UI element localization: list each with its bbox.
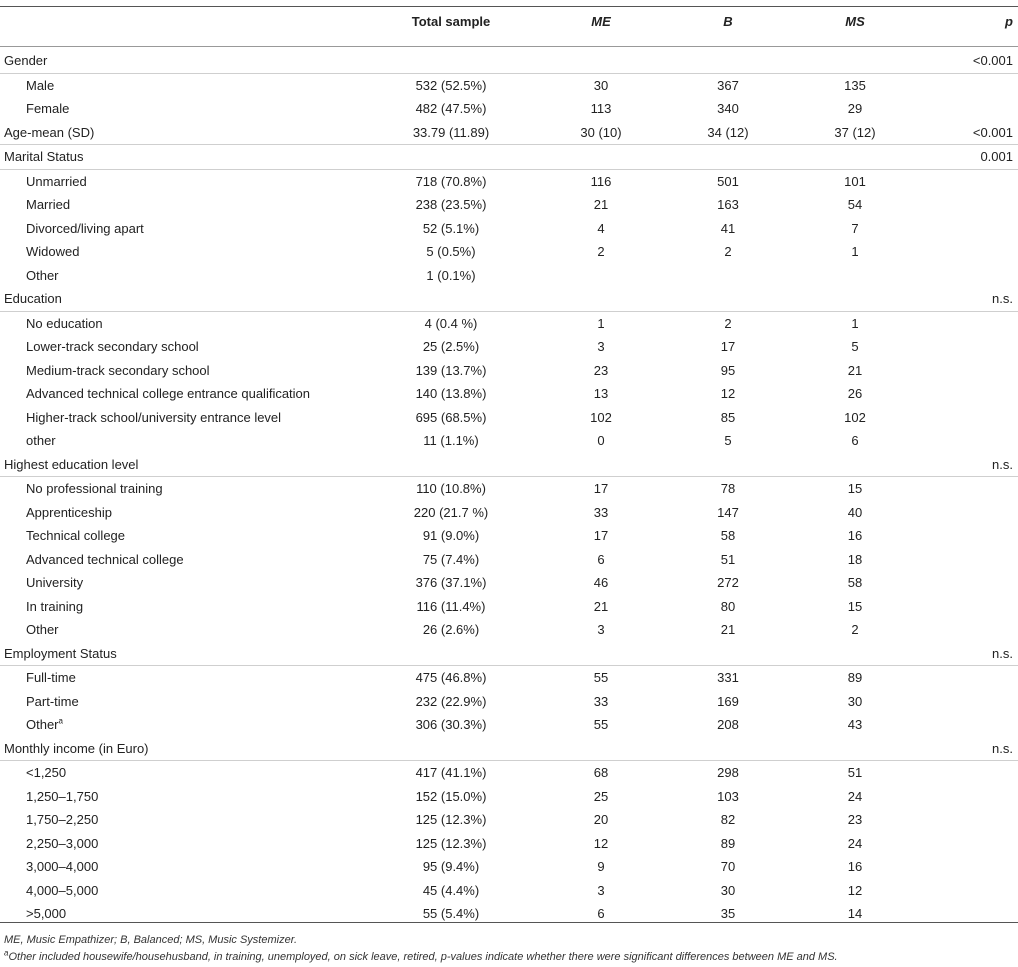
row-label-text: Higher-track school/university entrance level bbox=[26, 409, 282, 425]
cell-ms: 89 bbox=[847, 670, 863, 685]
row-label-text: Highest education level bbox=[4, 456, 139, 472]
table-row bbox=[0, 713, 1018, 737]
header-total: Total sample bbox=[411, 14, 491, 29]
row-label bbox=[26, 217, 144, 241]
row-label-text: University bbox=[26, 575, 84, 590]
cell-total: 95 (9.4%) bbox=[422, 859, 480, 874]
cell-ms: 37 (12) bbox=[834, 124, 876, 140]
header-b: B bbox=[723, 14, 733, 29]
cell-p: n.s. bbox=[992, 740, 1013, 756]
header-rule bbox=[0, 46, 1018, 47]
row-label bbox=[4, 145, 83, 169]
table-row bbox=[0, 690, 1018, 714]
cell-ms: 24 bbox=[847, 788, 863, 804]
row-label-text: Lower-track secondary school bbox=[26, 339, 199, 354]
cell-me: 6 bbox=[597, 551, 605, 567]
cell-ms: 6 bbox=[851, 433, 859, 448]
table-row bbox=[0, 193, 1018, 217]
cell-total: 4 (0.4 %) bbox=[424, 315, 478, 331]
row-label bbox=[26, 382, 310, 406]
table-row bbox=[0, 359, 1018, 383]
row-label bbox=[26, 690, 79, 714]
table-row bbox=[0, 97, 1018, 121]
cell-me: 0 bbox=[597, 433, 605, 448]
cell-p: 0.001 bbox=[980, 149, 1013, 164]
cell-total: 110 (10.8%) bbox=[416, 481, 486, 496]
cell-ms: 5 bbox=[851, 339, 859, 354]
table-row bbox=[0, 217, 1018, 241]
cell-me: 33 bbox=[593, 693, 609, 709]
cell-b: 95 bbox=[720, 362, 736, 378]
cell-total: 139 (13.7%) bbox=[415, 362, 487, 378]
cell-ms: 24 bbox=[847, 835, 863, 851]
row-label-text: <1,250 bbox=[26, 765, 67, 780]
row-label bbox=[26, 312, 103, 336]
top-rule bbox=[0, 6, 1018, 7]
cell-total: 718 (70.8%) bbox=[415, 173, 487, 189]
cell-me: 46 bbox=[593, 575, 609, 590]
cell-b: 5 bbox=[724, 433, 732, 448]
cell-total: 5 (0.5%) bbox=[426, 244, 476, 259]
table-row bbox=[0, 595, 1018, 619]
cell-ms: 30 bbox=[847, 693, 863, 709]
row-label bbox=[26, 855, 98, 879]
cell-b: 70 bbox=[720, 859, 736, 874]
row-label bbox=[26, 808, 98, 832]
table-row bbox=[0, 571, 1018, 595]
row-label-text: Marital Status bbox=[4, 149, 84, 164]
cell-total: 475 (46.8%) bbox=[415, 670, 487, 685]
cell-b: 331 bbox=[717, 670, 739, 685]
cell-total: 55 (5.4%) bbox=[422, 906, 480, 921]
row-label-text: Other bbox=[26, 717, 59, 732]
row-label-text: Advanced technical college bbox=[26, 551, 184, 567]
cell-b: 367 bbox=[717, 77, 739, 93]
cell-me: 3 bbox=[597, 339, 605, 354]
row-label-text: Male bbox=[26, 77, 55, 93]
table-row bbox=[0, 312, 1018, 336]
table-row bbox=[0, 618, 1018, 642]
cell-b: 30 bbox=[720, 882, 736, 898]
table-row bbox=[0, 264, 1018, 288]
table-row bbox=[0, 335, 1018, 359]
table-row bbox=[0, 879, 1018, 903]
row-label-text: Monthly income (in Euro) bbox=[4, 740, 149, 756]
row-label bbox=[4, 642, 117, 666]
cell-b: 17 bbox=[720, 339, 736, 354]
cell-me: 12 bbox=[593, 835, 609, 851]
row-label-text: Part-time bbox=[26, 693, 79, 709]
cell-p: n.s. bbox=[992, 291, 1013, 306]
cell-b: 78 bbox=[720, 481, 736, 496]
row-label-text: Medium-track secondary school bbox=[26, 362, 210, 378]
cell-ms: 135 bbox=[844, 77, 866, 93]
row-label bbox=[26, 785, 98, 809]
cell-ms: 40 bbox=[847, 504, 863, 520]
row-label-text: other bbox=[26, 433, 56, 448]
cell-p: n.s. bbox=[992, 645, 1013, 661]
footnote-ref: a bbox=[58, 716, 63, 726]
footnote-marker: a bbox=[4, 948, 9, 958]
row-label bbox=[4, 49, 47, 73]
cell-total: 45 (4.4%) bbox=[422, 882, 480, 898]
row-label bbox=[26, 193, 70, 217]
row-label bbox=[26, 264, 59, 288]
cell-total: 152 (15.0%) bbox=[415, 788, 487, 804]
row-label-text: In training bbox=[26, 598, 84, 614]
cell-p: <0.001 bbox=[972, 53, 1013, 68]
cell-total: 52 (5.1%) bbox=[422, 220, 480, 236]
cell-ms: 21 bbox=[847, 362, 863, 378]
cell-b: 2 bbox=[724, 244, 732, 259]
table-row bbox=[0, 170, 1018, 194]
table-row bbox=[0, 501, 1018, 525]
row-label-text: Other bbox=[26, 622, 59, 637]
cell-b: 89 bbox=[720, 835, 736, 851]
row-label bbox=[26, 713, 63, 737]
cell-me: 13 bbox=[593, 386, 609, 401]
cell-total: 26 (2.6%) bbox=[422, 622, 480, 637]
table-section-row bbox=[0, 453, 1018, 478]
table-row bbox=[0, 808, 1018, 832]
row-label-text: 4,000–5,000 bbox=[26, 882, 99, 898]
cell-ms: 1 bbox=[851, 244, 859, 259]
cell-ms: 14 bbox=[847, 906, 863, 921]
cell-ms: 26 bbox=[847, 386, 863, 401]
table-section-row bbox=[0, 49, 1018, 74]
row-label bbox=[26, 170, 87, 194]
row-label-text: Apprenticeship bbox=[26, 504, 112, 520]
cell-ms: 12 bbox=[847, 882, 863, 898]
table-row bbox=[0, 761, 1018, 785]
cell-b: 169 bbox=[717, 693, 739, 709]
table-row bbox=[0, 240, 1018, 264]
row-label bbox=[26, 501, 112, 525]
cell-total: 140 (13.8%) bbox=[415, 386, 487, 401]
row-label-text: Divorced/living apart bbox=[26, 220, 144, 236]
cell-total: 125 (12.3%) bbox=[415, 812, 487, 827]
table-section-row bbox=[0, 287, 1018, 312]
cell-ms: 101 bbox=[844, 173, 866, 189]
row-label bbox=[26, 879, 98, 903]
cell-total: 232 (22.9%) bbox=[415, 693, 487, 709]
cell-total: 33.79 (11.89) bbox=[412, 124, 490, 140]
cell-b: 163 bbox=[717, 197, 739, 212]
row-label-text: No professional training bbox=[26, 481, 163, 496]
row-label bbox=[26, 832, 98, 856]
cell-ms: 16 bbox=[847, 859, 863, 874]
cell-total: 695 (68.5%) bbox=[415, 409, 487, 425]
cell-b: 85 bbox=[720, 409, 736, 425]
row-label-text: Education bbox=[4, 291, 62, 306]
cell-ms: 1 bbox=[851, 315, 859, 331]
row-label-text: >5,000 bbox=[26, 906, 67, 921]
cell-ms: 58 bbox=[847, 575, 863, 590]
cell-me: 68 bbox=[593, 765, 609, 780]
cell-total: 11 (1.1%) bbox=[423, 433, 479, 448]
cell-b: 41 bbox=[720, 220, 736, 236]
cell-b: 35 bbox=[720, 906, 736, 921]
cell-me: 21 bbox=[593, 598, 609, 614]
header-ms: MS bbox=[845, 14, 865, 29]
cell-b: 103 bbox=[717, 788, 739, 804]
cell-total: 306 (30.3%) bbox=[415, 717, 487, 732]
cell-total: 116 (11.4%) bbox=[416, 598, 486, 614]
cell-b: 208 bbox=[717, 717, 739, 732]
row-label-text: Employment Status bbox=[4, 645, 117, 661]
table-section-row bbox=[0, 145, 1018, 170]
row-label-text: 1,750–2,250 bbox=[26, 812, 99, 827]
cell-total: 238 (23.5%) bbox=[415, 197, 487, 212]
cell-ms: 16 bbox=[847, 528, 863, 543]
cell-p: <0.001 bbox=[972, 124, 1013, 140]
row-label bbox=[26, 359, 210, 383]
cell-b: 51 bbox=[720, 551, 736, 567]
cell-b: 272 bbox=[717, 575, 739, 590]
table-row bbox=[0, 855, 1018, 879]
cell-ms: 7 bbox=[851, 220, 859, 236]
cell-b: 21 bbox=[720, 622, 736, 637]
cell-total: 91 (9.0%) bbox=[422, 528, 480, 543]
cell-total: 25 (2.5%) bbox=[422, 339, 480, 354]
cell-me: 116 bbox=[590, 173, 612, 189]
cell-me: 1 bbox=[597, 315, 605, 331]
header-p: p bbox=[1005, 14, 1013, 29]
cell-b: 298 bbox=[717, 765, 739, 780]
cell-total: 532 (52.5%) bbox=[415, 77, 487, 93]
table-row bbox=[0, 406, 1018, 430]
cell-me: 21 bbox=[593, 197, 609, 212]
row-label-text: Full-time bbox=[26, 670, 76, 685]
row-label bbox=[26, 524, 125, 548]
cell-b: 340 bbox=[717, 101, 739, 116]
table-row bbox=[0, 429, 1018, 453]
cell-b: 501 bbox=[717, 173, 739, 189]
row-label bbox=[26, 477, 163, 501]
cell-ms: 29 bbox=[847, 101, 863, 116]
cell-total: 1 (0.1%) bbox=[426, 267, 476, 283]
row-label bbox=[26, 666, 76, 690]
footnote-other bbox=[4, 948, 838, 963]
cell-ms: 54 bbox=[847, 197, 863, 212]
row-label bbox=[26, 97, 69, 121]
cell-me: 30 bbox=[593, 77, 609, 93]
table-section-row bbox=[0, 642, 1018, 667]
cell-ms: 15 bbox=[847, 598, 863, 614]
row-label bbox=[26, 429, 56, 453]
row-label bbox=[26, 240, 79, 264]
cell-ms: 102 bbox=[844, 409, 866, 425]
cell-me: 55 bbox=[593, 717, 609, 732]
cell-me: 9 bbox=[597, 859, 605, 874]
row-label bbox=[26, 761, 66, 785]
cell-me: 17 bbox=[593, 528, 609, 543]
footnote-other-text: Other included housewife/househusband, in training, unemployed, on sick leave, retired, p-values indicate whether there were significant differences between ME and MS. bbox=[8, 951, 838, 963]
table-row bbox=[0, 548, 1018, 572]
cell-total: 220 (21.7 %) bbox=[413, 504, 489, 520]
table-row bbox=[0, 477, 1018, 501]
row-label bbox=[26, 595, 83, 619]
cell-me: 102 bbox=[590, 409, 612, 425]
table-row bbox=[0, 785, 1018, 809]
row-label bbox=[26, 406, 281, 430]
cell-p: n.s. bbox=[992, 456, 1013, 472]
row-label-text: No education bbox=[26, 315, 103, 331]
row-label-text: 1,250–1,750 bbox=[26, 788, 99, 804]
table-row bbox=[0, 666, 1018, 690]
table-body bbox=[0, 49, 1018, 926]
cell-me: 23 bbox=[593, 362, 609, 378]
header-me: ME bbox=[591, 14, 611, 29]
cell-me: 3 bbox=[597, 622, 605, 637]
cell-total: 75 (7.4%) bbox=[422, 551, 480, 567]
cell-me: 4 bbox=[597, 220, 605, 236]
row-label bbox=[26, 335, 199, 359]
cell-ms: 2 bbox=[851, 622, 859, 637]
footnote-abbreviations: ME, Music Empathizer; B, Balanced; MS, Music Systemizer. bbox=[4, 934, 298, 946]
row-label-text: Widowed bbox=[26, 244, 80, 259]
row-label-text: Age-mean (SD) bbox=[4, 124, 95, 140]
cell-me: 17 bbox=[593, 481, 609, 496]
cell-ms: 18 bbox=[847, 551, 863, 567]
row-label-text: Other bbox=[26, 267, 59, 283]
table-row bbox=[0, 74, 1018, 98]
bottom-rule bbox=[0, 922, 1018, 923]
row-label-text: Gender bbox=[4, 53, 48, 68]
cell-me: 33 bbox=[593, 504, 609, 520]
row-label-text: 3,000–4,000 bbox=[26, 859, 99, 874]
row-label bbox=[26, 571, 83, 595]
row-label bbox=[26, 548, 184, 572]
row-label-text: Unmarried bbox=[26, 173, 87, 189]
row-label bbox=[4, 453, 138, 477]
cell-ms: 51 bbox=[847, 765, 863, 780]
cell-b: 80 bbox=[720, 598, 736, 614]
row-label bbox=[4, 737, 149, 761]
cell-b: 34 (12) bbox=[707, 124, 749, 140]
row-label bbox=[4, 287, 62, 311]
cell-me: 3 bbox=[597, 882, 605, 898]
cell-me: 30 (10) bbox=[580, 124, 622, 140]
cell-total: 417 (41.1%) bbox=[415, 765, 487, 780]
cell-ms: 15 bbox=[847, 481, 863, 496]
row-label-text: Technical college bbox=[26, 528, 126, 543]
cell-me: 6 bbox=[597, 906, 605, 921]
cell-ms: 43 bbox=[847, 717, 863, 732]
row-label-text: Advanced technical college entrance qualification bbox=[26, 386, 311, 401]
cell-me: 55 bbox=[593, 670, 609, 685]
cell-me: 20 bbox=[593, 812, 609, 827]
row-label-text: 2,250–3,000 bbox=[26, 835, 99, 851]
cell-b: 147 bbox=[717, 504, 739, 520]
cell-b: 12 bbox=[720, 386, 736, 401]
row-label bbox=[26, 74, 54, 98]
cell-me: 2 bbox=[597, 244, 605, 259]
cell-total: 125 (12.3%) bbox=[415, 835, 487, 851]
row-label bbox=[4, 121, 94, 145]
table-row bbox=[0, 382, 1018, 406]
cell-ms: 23 bbox=[847, 812, 863, 827]
cell-b: 2 bbox=[724, 315, 732, 331]
cell-b: 58 bbox=[720, 528, 736, 543]
cell-total: 482 (47.5%) bbox=[415, 101, 487, 116]
row-label bbox=[26, 618, 59, 642]
cell-total: 376 (37.1%) bbox=[415, 575, 487, 590]
table-section-row bbox=[0, 737, 1018, 762]
table-section-row bbox=[0, 121, 1018, 146]
table-row bbox=[0, 832, 1018, 856]
table-row bbox=[0, 524, 1018, 548]
cell-b: 82 bbox=[720, 812, 736, 827]
cell-me: 25 bbox=[593, 788, 609, 804]
cell-me: 113 bbox=[590, 101, 612, 116]
row-label-text: Female bbox=[26, 101, 70, 116]
row-label-text: Married bbox=[26, 197, 71, 212]
